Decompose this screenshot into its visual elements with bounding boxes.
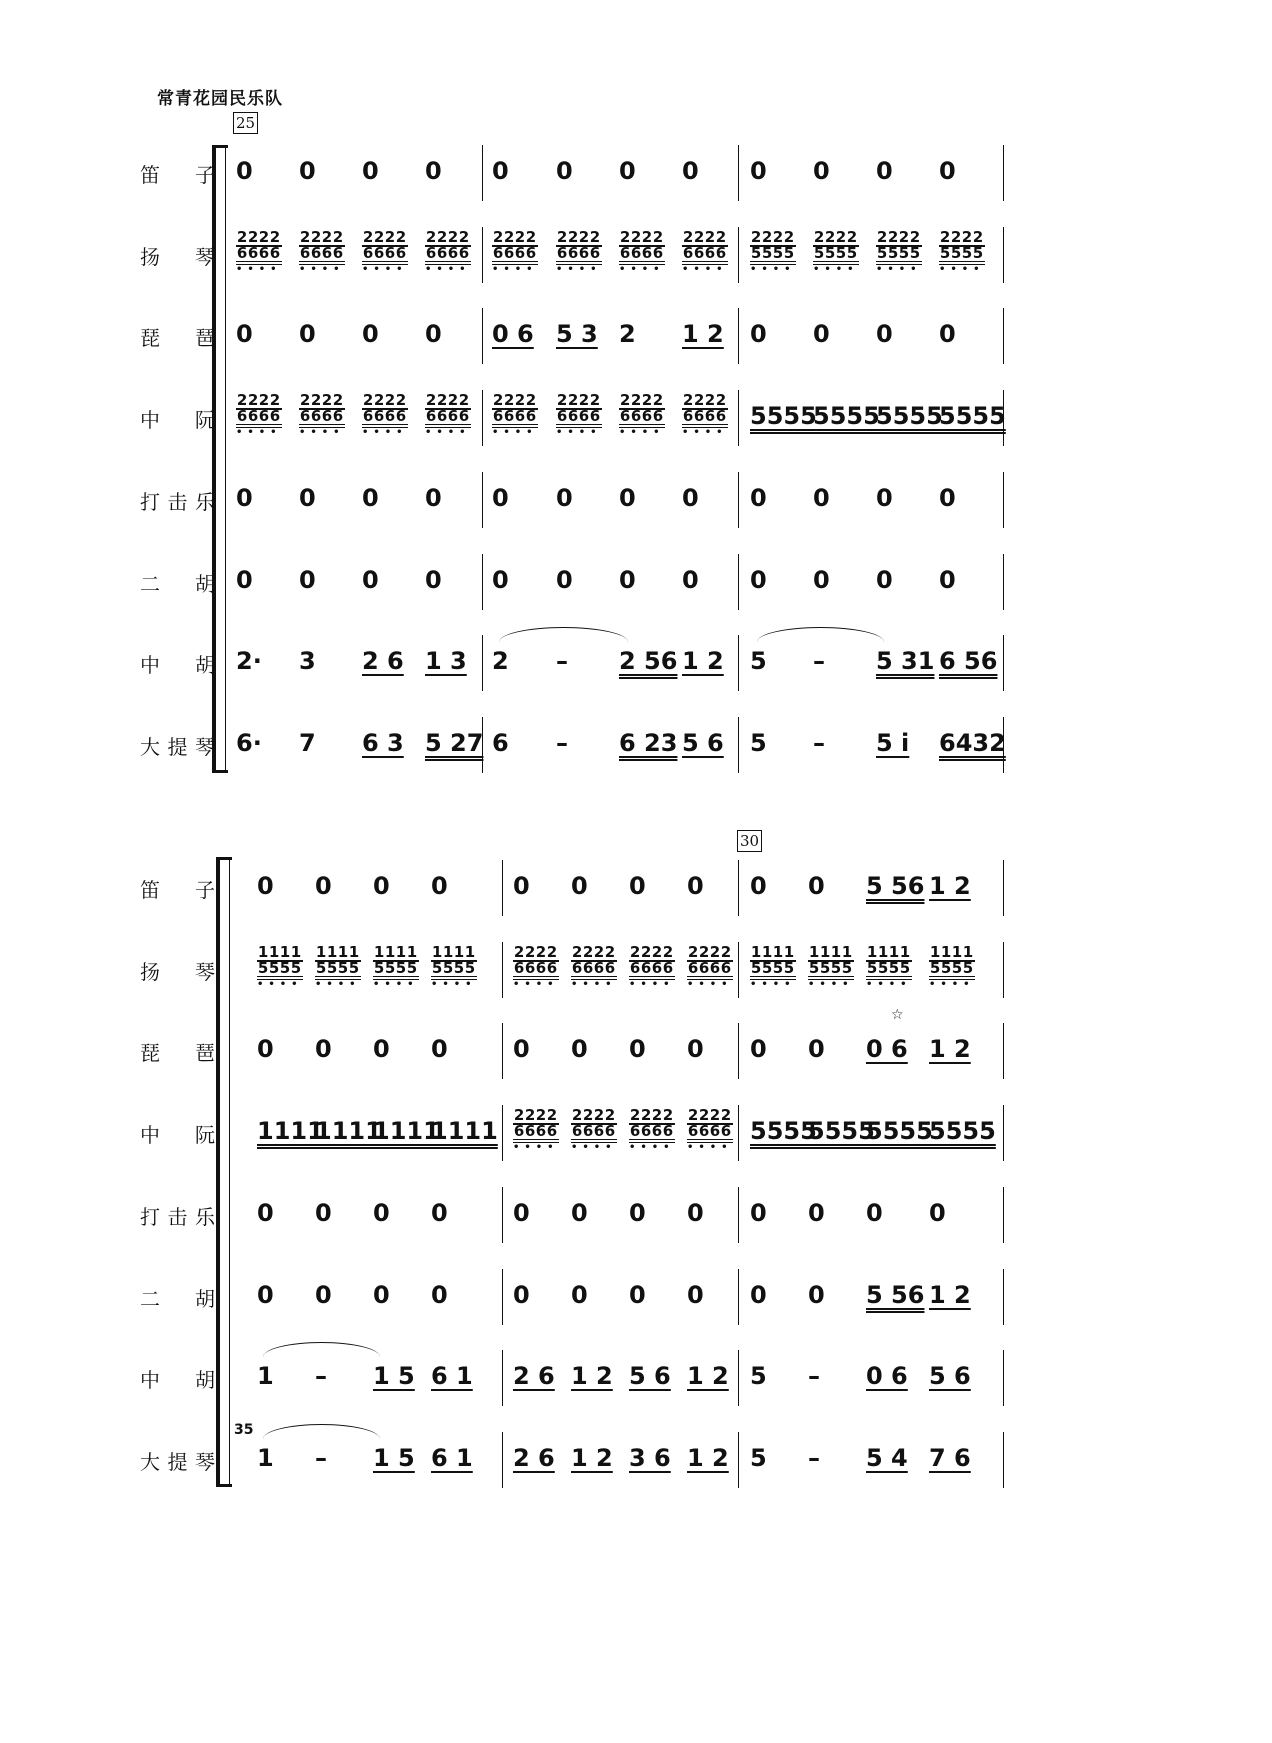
note-beat: 1 2 — [687, 1443, 729, 1472]
barline — [738, 717, 739, 773]
barline — [1003, 942, 1004, 998]
barline — [738, 1105, 739, 1161]
note-beat: 0 — [513, 1280, 530, 1309]
note-beat: – — [813, 728, 825, 757]
note-beat: 0 — [373, 1280, 390, 1309]
tremolo-chord: 2222 6666 •••• — [571, 1106, 617, 1154]
note-beat: 1 2 — [687, 1362, 729, 1391]
note-beat: – — [315, 1443, 327, 1472]
note-beat: 1 2 — [571, 1443, 613, 1472]
note-beat: 0 — [687, 1280, 704, 1309]
note-beat: 0 — [876, 320, 893, 349]
tremolo-chord: 1111 5555 •••• — [750, 942, 796, 990]
note-beat: 5555 — [876, 402, 943, 431]
note-beat: 1 3 — [425, 647, 467, 676]
note-beat: 0 — [315, 1198, 332, 1227]
note-beat: 6 3 — [362, 728, 404, 757]
barline — [502, 1432, 503, 1488]
note-beat: 0 — [619, 565, 636, 594]
note-beat: 0 — [425, 565, 442, 594]
tremolo-chord: 2222 6666 •••• — [687, 942, 733, 990]
note-beat: 5 — [750, 1362, 767, 1391]
slur — [263, 1342, 380, 1357]
note-beat: 0 — [236, 565, 253, 594]
tremolo-chord: 1111 5555 •••• — [315, 942, 361, 990]
note-beat: 0 — [808, 872, 825, 900]
note-beat: 0 — [425, 320, 442, 349]
note-beat: 6 23 — [619, 728, 678, 757]
instrument-label: 大提琴 — [140, 1449, 215, 1474]
note-beat: 5 — [750, 1443, 767, 1472]
barline — [1003, 145, 1004, 201]
note-beat: 0 — [373, 1035, 390, 1064]
note-beat: 0 — [571, 1035, 588, 1064]
barline — [738, 1187, 739, 1243]
tremolo-chord: 2222 6666 •••• — [299, 227, 345, 275]
barline — [1003, 227, 1004, 283]
tremolo-chord: 2222 6666 •••• — [425, 391, 471, 439]
note-beat: 2· — [236, 647, 262, 676]
barline — [1003, 1023, 1004, 1079]
tremolo-chord: 2222 6666 •••• — [236, 391, 282, 439]
tremolo-chord: 2222 6666 •••• — [362, 227, 408, 275]
barline — [1003, 860, 1004, 916]
note-beat: 5555 — [808, 1117, 875, 1146]
instrument-label: 中 胡 — [140, 1368, 215, 1393]
tremolo-chord: 2222 6666 •••• — [556, 391, 602, 439]
barline — [482, 227, 483, 283]
note-beat: 6 1 — [431, 1362, 473, 1391]
note-beat: 0 — [315, 1280, 332, 1309]
note-beat: 0 — [813, 320, 830, 349]
note-beat: 0 — [750, 1035, 767, 1064]
barline — [1003, 1269, 1004, 1325]
note-beat: 0 — [808, 1198, 825, 1227]
note-beat: 5 4 — [866, 1443, 908, 1472]
tremolo-chord: 1111 5555 •••• — [929, 942, 975, 990]
note-beat: 3 6 — [629, 1443, 671, 1472]
note-beat: – — [315, 1362, 327, 1391]
barline — [502, 1269, 503, 1325]
note-beat: 3 — [299, 647, 316, 676]
note-beat: 1111 — [315, 1117, 382, 1146]
tremolo-chord: 2222 6666 •••• — [571, 942, 617, 990]
note-beat: 0 — [236, 320, 253, 349]
staff-pipa-system2 — [0, 1007, 1272, 1079]
barline — [1003, 1105, 1004, 1161]
note-beat: 0 — [808, 1280, 825, 1309]
note-beat: 5 27 — [425, 728, 484, 757]
note-beat: 0 — [299, 565, 316, 594]
ensemble-name: 常青花园民乐队 — [157, 89, 283, 109]
note-beat: 0 — [629, 1198, 646, 1227]
note-beat: 0 — [687, 872, 704, 900]
note-beat: 0 — [299, 157, 316, 185]
barline — [502, 942, 503, 998]
note-beat: 0 — [813, 565, 830, 594]
note-beat: 0 — [492, 565, 509, 594]
staff-dizi-system1 — [0, 145, 1272, 201]
staff-yangqin-system2 — [0, 942, 1272, 998]
tremolo-chord: 1111 5555 •••• — [866, 942, 912, 990]
note-beat: 1 2 — [682, 320, 724, 349]
note-beat: 0 — [257, 1280, 274, 1309]
note-beat: 1 2 — [929, 1035, 971, 1064]
instrument-label: 二 胡 — [140, 571, 215, 596]
barline — [738, 1269, 739, 1325]
tremolo-chord: 2222 6666 •••• — [682, 227, 728, 275]
tremolo-chord: 2222 5555 •••• — [750, 227, 796, 275]
staff-percussion-system2 — [0, 1187, 1272, 1243]
note-beat: 0 — [750, 1280, 767, 1309]
note-beat: 0 — [431, 872, 448, 900]
barline — [738, 942, 739, 998]
note-beat: 0 — [619, 483, 636, 512]
tremolo-chord: 1111 5555 •••• — [431, 942, 477, 990]
note-beat: 6 56 — [939, 647, 998, 676]
tremolo-chord: 2222 5555 •••• — [939, 227, 985, 275]
note-beat: 0 — [866, 1198, 883, 1227]
tremolo-chord: 2222 6666 •••• — [299, 391, 345, 439]
note-beat: 0 — [257, 1198, 274, 1227]
note-beat: – — [813, 647, 825, 676]
staff-erhu-system1 — [0, 554, 1272, 610]
slur — [263, 1424, 380, 1439]
barline — [1003, 1432, 1004, 1488]
barline — [482, 308, 483, 364]
tremolo-chord: 2222 6666 •••• — [619, 391, 665, 439]
note-beat: 1 2 — [682, 647, 724, 676]
note-beat: 1111 — [257, 1117, 324, 1146]
tremolo-chord: 2222 6666 •••• — [619, 227, 665, 275]
note-beat: 0 — [813, 157, 830, 185]
note-beat: 0 — [431, 1198, 448, 1227]
note-beat: 0 — [315, 1035, 332, 1064]
note-beat: 0 — [513, 1035, 530, 1064]
note-beat: 0 — [236, 483, 253, 512]
rehearsal-mark-25: 25 — [233, 112, 258, 134]
note-beat: 7 6 — [929, 1443, 971, 1472]
barline — [1003, 1350, 1004, 1406]
note-beat: 0 — [876, 483, 893, 512]
staff-zhongruan-system1 — [0, 390, 1272, 446]
tremolo-chord: 2222 6666 •••• — [556, 227, 602, 275]
instrument-label: 中 阮 — [140, 1123, 215, 1148]
note-beat: 0 — [876, 565, 893, 594]
note-beat: 0 — [687, 1198, 704, 1227]
staff-pipa-system1 — [0, 308, 1272, 364]
note-beat: 0 — [750, 1198, 767, 1227]
note-beat: 0 — [431, 1280, 448, 1309]
note-beat: 5 6 — [682, 728, 724, 757]
note-beat: 2 6 — [513, 1362, 555, 1391]
instrument-label: 琵 琶 — [140, 1041, 215, 1066]
note-beat: 1 5 — [373, 1362, 415, 1391]
note-beat: 1111 — [431, 1117, 498, 1146]
note-beat: 5 — [750, 647, 767, 676]
staff-cello-system2 — [0, 1421, 1272, 1488]
slur — [499, 627, 628, 642]
note-beat: 0 — [571, 872, 588, 900]
barline — [738, 860, 739, 916]
bar-number-35: 35 — [234, 1421, 254, 1438]
note-beat: 5555 — [939, 402, 1006, 431]
tremolo-chord: 2222 6666 •••• — [687, 1106, 733, 1154]
note-beat: 0 — [619, 157, 636, 185]
note-beat: 0 — [682, 483, 699, 512]
note-beat: 0 — [682, 565, 699, 594]
barline — [502, 1350, 503, 1406]
instrument-label: 扬 琴 — [140, 959, 215, 984]
staff-cello-system1 — [0, 717, 1272, 773]
note-beat: 1 5 — [373, 1443, 415, 1472]
barline — [738, 554, 739, 610]
note-beat: 2 — [492, 647, 509, 676]
note-beat: 2 56 — [619, 647, 678, 676]
barline — [738, 1023, 739, 1079]
barline — [482, 390, 483, 446]
barline — [502, 1023, 503, 1079]
instrument-label: 中 胡 — [140, 653, 215, 678]
barline — [1003, 635, 1004, 691]
barline — [738, 227, 739, 283]
note-beat: 0 6 — [866, 1035, 908, 1064]
note-beat: 0 — [299, 320, 316, 349]
staff-zhonghu-system1 — [0, 635, 1272, 691]
note-beat: 0 — [750, 483, 767, 512]
tremolo-chord: 2222 6666 •••• — [492, 227, 538, 275]
note-beat: 5 56 — [866, 872, 925, 900]
instrument-label: 琵 琶 — [140, 326, 215, 351]
tremolo-chord: 2222 6666 •••• — [425, 227, 471, 275]
barline — [1003, 472, 1004, 528]
barline — [738, 390, 739, 446]
note-beat: 0 — [425, 483, 442, 512]
note-beat: – — [556, 647, 568, 676]
note-beat: 0 — [750, 157, 767, 185]
note-beat: 0 — [876, 157, 893, 185]
instrument-label: 打击乐 — [140, 1204, 215, 1229]
star-marker: ☆ — [891, 1007, 904, 1024]
barline — [1003, 554, 1004, 610]
note-beat: 7 — [299, 728, 316, 757]
note-beat: 6 1 — [431, 1443, 473, 1472]
note-beat: 5555 — [750, 1117, 817, 1146]
note-beat: 0 — [571, 1198, 588, 1227]
note-beat: 0 — [257, 872, 274, 900]
note-beat: 0 — [929, 1198, 946, 1227]
note-beat: 2 6 — [513, 1443, 555, 1472]
note-beat: 0 — [629, 1035, 646, 1064]
tremolo-chord: 2222 6666 •••• — [513, 1106, 559, 1154]
note-beat: 0 — [813, 483, 830, 512]
note-beat: 0 — [571, 1280, 588, 1309]
note-beat: 0 — [299, 483, 316, 512]
note-beat: 1 2 — [571, 1362, 613, 1391]
note-beat: – — [808, 1362, 820, 1391]
note-beat: 5 3 — [556, 320, 598, 349]
note-beat: 0 — [513, 872, 530, 900]
note-beat: 0 — [513, 1198, 530, 1227]
note-beat: 0 — [750, 320, 767, 349]
tremolo-chord: 2222 6666 •••• — [362, 391, 408, 439]
barline — [738, 1432, 739, 1488]
tremolo-chord: 2222 6666 •••• — [492, 391, 538, 439]
barline — [1003, 1187, 1004, 1243]
tremolo-chord: 2222 5555 •••• — [813, 227, 859, 275]
barline — [482, 472, 483, 528]
note-beat: 5 56 — [866, 1280, 925, 1309]
note-beat: 6· — [236, 728, 262, 757]
instrument-label: 笛 子 — [140, 163, 215, 187]
tremolo-chord: 2222 6666 •••• — [513, 942, 559, 990]
note-beat: 0 — [556, 565, 573, 594]
staff-yangqin-system1 — [0, 227, 1272, 283]
note-beat: – — [556, 728, 568, 757]
note-beat: 0 — [808, 1035, 825, 1064]
note-beat: 0 — [425, 157, 442, 185]
note-beat: 0 — [257, 1035, 274, 1064]
staff-zhongruan-system2 — [0, 1105, 1272, 1161]
note-beat: 5 i — [876, 728, 910, 757]
note-beat: 0 — [362, 483, 379, 512]
tremolo-chord: 2222 6666 •••• — [629, 942, 675, 990]
barline — [738, 145, 739, 201]
note-beat: 5555 — [813, 402, 880, 431]
note-beat: 0 — [362, 157, 379, 185]
instrument-label: 打击乐 — [140, 489, 215, 514]
note-beat: 0 — [939, 157, 956, 185]
note-beat: 5555 — [750, 402, 817, 431]
barline — [738, 635, 739, 691]
note-beat: 0 6 — [492, 320, 534, 349]
note-beat: 0 — [556, 483, 573, 512]
instrument-label: 中 阮 — [140, 408, 215, 433]
note-beat: 0 — [556, 157, 573, 185]
instrument-label: 二 胡 — [140, 1286, 215, 1311]
rehearsal-mark-30: 30 — [737, 830, 762, 852]
note-beat: 0 — [687, 1035, 704, 1064]
barline — [502, 1187, 503, 1243]
note-beat: 0 — [682, 157, 699, 185]
barline — [482, 554, 483, 610]
note-beat: 0 — [315, 872, 332, 900]
barline — [738, 1350, 739, 1406]
note-beat: 0 — [492, 157, 509, 185]
note-beat: 0 — [236, 157, 253, 185]
note-beat: 2 — [619, 320, 636, 349]
barline — [738, 472, 739, 528]
note-beat: 0 — [431, 1035, 448, 1064]
note-beat: 0 — [939, 565, 956, 594]
staff-erhu-system2 — [0, 1269, 1272, 1325]
note-beat: 5555 — [929, 1117, 996, 1146]
note-beat: 0 — [362, 565, 379, 594]
instrument-label: 大提琴 — [140, 734, 215, 759]
tremolo-chord: 2222 6666 •••• — [236, 227, 282, 275]
note-beat: 0 — [629, 872, 646, 900]
staff-percussion-system1 — [0, 472, 1272, 528]
note-beat: 5 31 — [876, 647, 935, 676]
note-beat: 0 — [750, 565, 767, 594]
note-beat: 5 6 — [629, 1362, 671, 1391]
barline — [1003, 308, 1004, 364]
barline — [502, 860, 503, 916]
note-beat: 0 — [492, 483, 509, 512]
tremolo-chord: 2222 5555 •••• — [876, 227, 922, 275]
note-beat: 1 — [257, 1443, 274, 1472]
note-beat: 2 6 — [362, 647, 404, 676]
tremolo-chord: 2222 6666 •••• — [682, 391, 728, 439]
note-beat: 0 — [939, 483, 956, 512]
tremolo-chord: 1111 5555 •••• — [808, 942, 854, 990]
note-beat: 5 — [750, 728, 767, 757]
instrument-label: 笛 子 — [140, 878, 215, 902]
note-beat: 5555 — [866, 1117, 933, 1146]
note-beat: 6 — [492, 728, 509, 757]
note-beat: 0 — [939, 320, 956, 349]
note-beat: 0 — [373, 872, 390, 900]
note-beat: 5 6 — [929, 1362, 971, 1391]
tremolo-chord: 1111 5555 •••• — [373, 942, 419, 990]
note-beat: 0 — [750, 872, 767, 900]
tremolo-chord: 1111 5555 •••• — [257, 942, 303, 990]
note-beat: 0 — [629, 1280, 646, 1309]
note-beat: 0 — [362, 320, 379, 349]
note-beat: 0 6 — [866, 1362, 908, 1391]
tremolo-chord: 2222 6666 •••• — [629, 1106, 675, 1154]
note-beat: 1111 — [373, 1117, 440, 1146]
note-beat: – — [808, 1443, 820, 1472]
barline — [482, 635, 483, 691]
staff-zhonghu-system2 — [0, 1350, 1272, 1406]
barline — [738, 308, 739, 364]
note-beat: 0 — [373, 1198, 390, 1227]
barline — [482, 145, 483, 201]
note-beat: 1 2 — [929, 872, 971, 900]
barline — [502, 1105, 503, 1161]
slur — [757, 627, 884, 642]
note-beat: 1 — [257, 1362, 274, 1391]
instrument-label: 扬 琴 — [140, 244, 215, 269]
note-beat: 6432 — [939, 728, 1006, 757]
note-beat: 1 2 — [929, 1280, 971, 1309]
staff-dizi-system2 — [0, 860, 1272, 916]
